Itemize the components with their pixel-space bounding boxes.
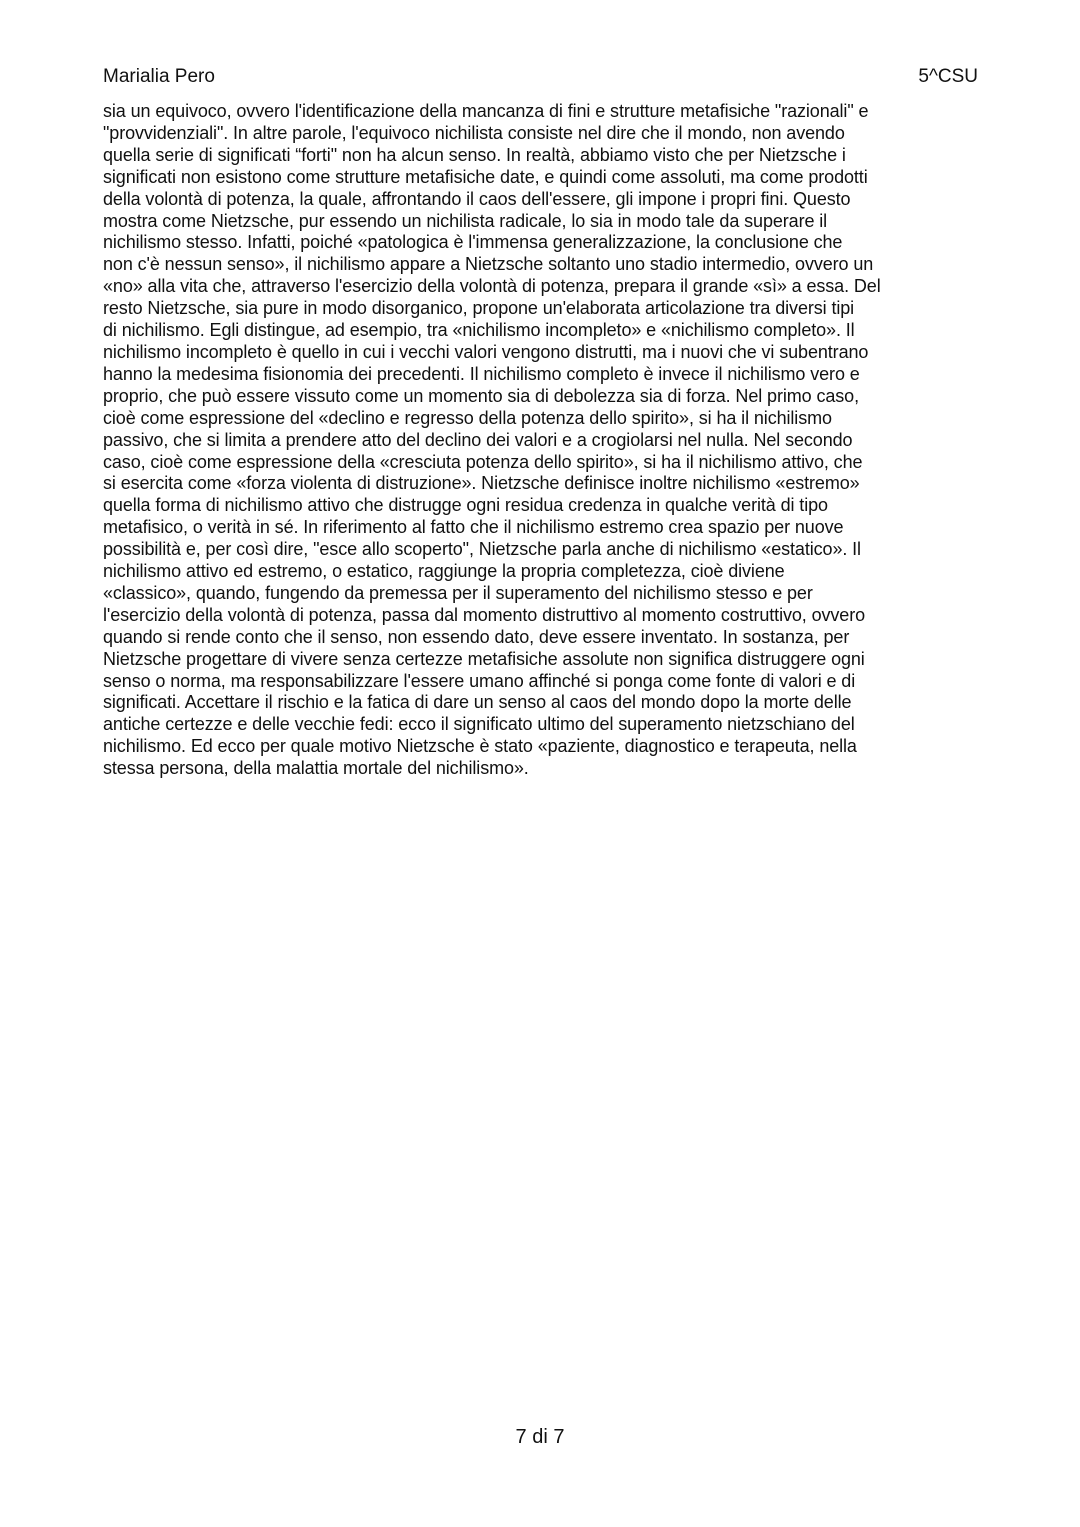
text-line: della volontà di potenza, la quale, affrontando il caos dell'essere, gli impone i propri fini. Questo [103,188,851,209]
text-line: significati non esistono come strutture metafisiche date, e quindi come assoluti, ma come prodotti [103,166,868,187]
page-number: 7 di 7 [515,1426,565,1448]
text-line: nichilismo incompleto è quello in cui i vecchi valori vengono distrutti, ma i nuovi che vi subentrano [103,341,869,362]
text-line: cioè come espressione del «declino e regresso della potenza dello spirito», si ha il nichilismo [103,407,832,428]
text-line: passivo, che si limita a prendere atto del declino dei valori e a crogiolarsi nel nulla. Nel secondo [103,429,853,450]
text-line: di nichilismo. Egli distingue, ad esempio, tra «nichilismo incompleto» e «nichilismo completo». Il [103,320,855,341]
text-line: mostra come Nietzsche, pur essendo un nichilista radicale, lo sia in modo tale da superare il [103,210,828,231]
text-line: «no» alla vita che, attraverso l'esercizio della volontà di potenza, prepara il grande «sì» a essa. Del [103,276,881,297]
text-line: "provvidenziali". In altre parole, l'equivoco nichilista consiste nel dire che il mondo, non avendo [103,122,845,143]
text-line: proprio, che può essere vissuto come un momento sia di debolezza sia di forza. Nel primo caso, [103,385,859,406]
text-line: si esercita come «forza violenta di distruzione». Nietzsche definisce inoltre nichilismo «estremo» [103,473,860,494]
text-line: antiche certezze e delle vecchie fedi: ecco il significato ultimo del superamento nietzschiano del [103,714,855,735]
text-line: metafisico, o verità in sé. In riferimento al fatto che il nichilismo estremo crea spazio per nuove [103,517,844,538]
text-line: quando si rende conto che il senso, non essendo dato, deve essere inventato. In sostanza, per [103,626,850,647]
page-header [103,64,978,90]
text-line: significati. Accettare il rischio e la fatica di dare un senso al caos del mondo dopo la morte delle [103,692,852,713]
text-line: quella serie di significati “forti" non ha alcun senso. In realtà, abbiamo visto che per Nietzsche i [103,144,846,165]
text-line: quella forma di nichilismo attivo che distrugge ogni residua credenza in qualche verità di tipo [103,495,828,516]
text-line: «classico», quando, fungendo da premessa per il superamento del nichilismo stesso e per [103,582,813,603]
text-line: sia un equivoco, ovvero l'identificazione della mancanza di fini e strutture metafisiche "razionali" e [103,101,869,121]
text-line: senso o norma, ma responsabilizzare l'essere umano affinché si ponga come fonte di valori e di [103,670,856,691]
text-line: resto Nietzsche, sia pure in modo disorganico, propone un'elaborata articolazione tra diversi tipi [103,298,855,319]
author-name: Marialia Pero [103,66,215,87]
text-line: possibilità e, per così dire, "esce allo scoperto", Nietzsche parla anche di nichilismo «estatico». Il [103,539,861,560]
text-line: l'esercizio della volontà di potenza, passa dal momento distruttivo al momento costruttivo, ovvero [103,604,866,625]
text-line: hanno la medesima fisionomia dei precedenti. Il nichilismo completo è invece il nichilismo vero e [103,363,860,384]
text-line: nichilismo stesso. Infatti, poiché «patologica è l'immensa generalizzazione, la conclusione che [103,232,843,253]
text-line: stessa persona, della malattia mortale del nichilismo». [103,758,529,779]
text-line: Nietzsche progettare di vivere senza certezze metafisiche assolute non significa distruggere ogni [103,648,865,669]
text-line: nichilismo. Ed ecco per quale motivo Nietzsche è stato «paziente, diagnostico e terapeuta, nella [103,736,857,757]
text-line: nichilismo attivo ed estremo, o estatico, raggiunge la propria completezza, cioè diviene [103,561,785,582]
text-line: caso, cioè come espressione della «cresciuta potenza dello spirito», si ha il nichilismo attivo, che [103,451,863,472]
text-line: non c'è nessun senso», il nichilismo appare a Nietzsche soltanto uno stadio intermedio, ovvero un [103,254,874,275]
body-paragraph [103,101,981,780]
class-label: 5^CSU [918,66,978,87]
